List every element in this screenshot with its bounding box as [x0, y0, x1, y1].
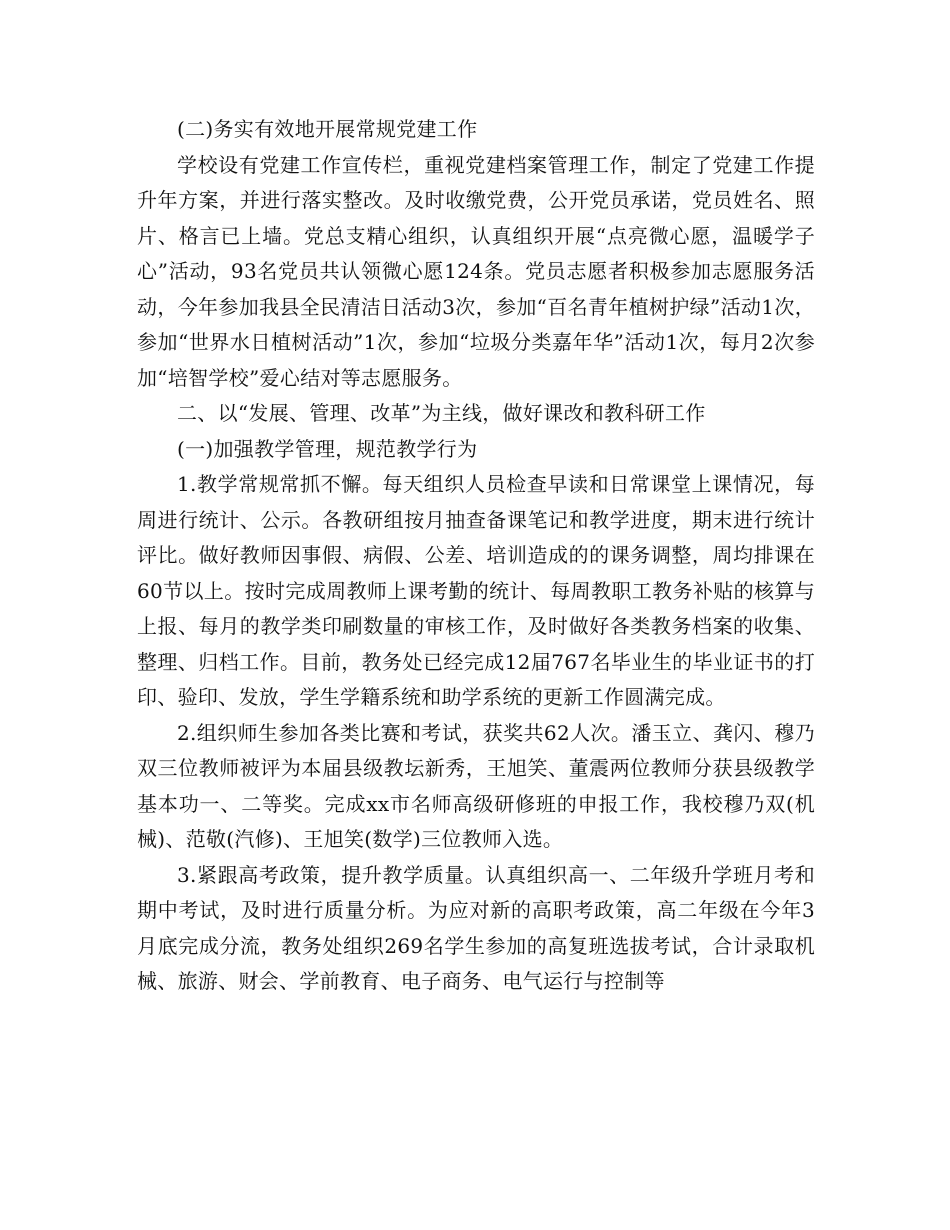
- paragraph-teaching-routine: 1.教学常规常抓不懈。每天组织人员检查早读和日常课堂上课情况，每周进行统计、公示。各教研组按月抽查备课笔记和教学进度，期末进行统计评比。做好教师因事假、病假、公差、培训造成的的课务调整，周均排课在60节以上。按时完成周教师上课考勤的统计、每周教职工教务补贴的核算与上报、每月的教学类印刷数量的审核工作，及时做好各类教务档案的收集、整理、归档工作。目前，教务处已经完成12届767名毕业生的毕业证书的打印、验印、发放，学生学籍系统和助学系统的更新工作圆满完成。: [137, 472, 815, 709]
- paragraph-party-building: 学校设有党建工作宣传栏，重视党建档案管理工作，制定了党建工作提升年方案，并进行落实整改。及时收缴党费，公开党员承诺，党员姓名、照片、格言已上墙。党总支精心组织，认真组织开展“点亮微心愿，温暖学子心”活动，93名党员共认领微心愿124条。党员志愿者积极参加志愿服务活动，今年参加我县全民清洁日活动3次，参加“百名青年植树护绿”活动1次，参加“世界水日植树活动”1次，参加“垃圾分类嘉年华”活动1次，每月2次参加“培智学校”爱心结对等志愿服务。: [137, 152, 815, 390]
- section-heading-curriculum-reform: 二、以“发展、管理、改革”为主线，做好课改和教科研工作: [177, 401, 706, 425]
- document-body: [137, 112, 815, 1000]
- section-heading-teaching-management: (一)加强教学管理，规范教学行为: [177, 436, 478, 461]
- paragraph-competitions: 2.组织师生参加各类比赛和考试，获奖共62人次。潘玉立、龚闪、穆乃双三位教师被评为本届县级教坛新秀，王旭笑、董震两位教师分获县级教学基本功一、二等奖。完成xx市名师高级研修班的申报工作，我校穆乃双(机械)、范敬(汽修)、王旭笑(数学)三位教师入选。: [137, 720, 815, 851]
- section-heading-party-work: (二)务实有效地开展常规党建工作: [177, 117, 478, 141]
- paragraph-exam-policy: 3.紧跟高考政策，提升教学质量。认真组织高一、二年级升学班月考和期中考试，及时进行质量分析。为应对新的高职考政策，高二年级在今年3月底完成分流，教务处组织269名学生参加的高复班选拔考试，合计录取机械、旅游、财会、学前教育、电子商务、电气运行与控制等: [137, 862, 815, 993]
